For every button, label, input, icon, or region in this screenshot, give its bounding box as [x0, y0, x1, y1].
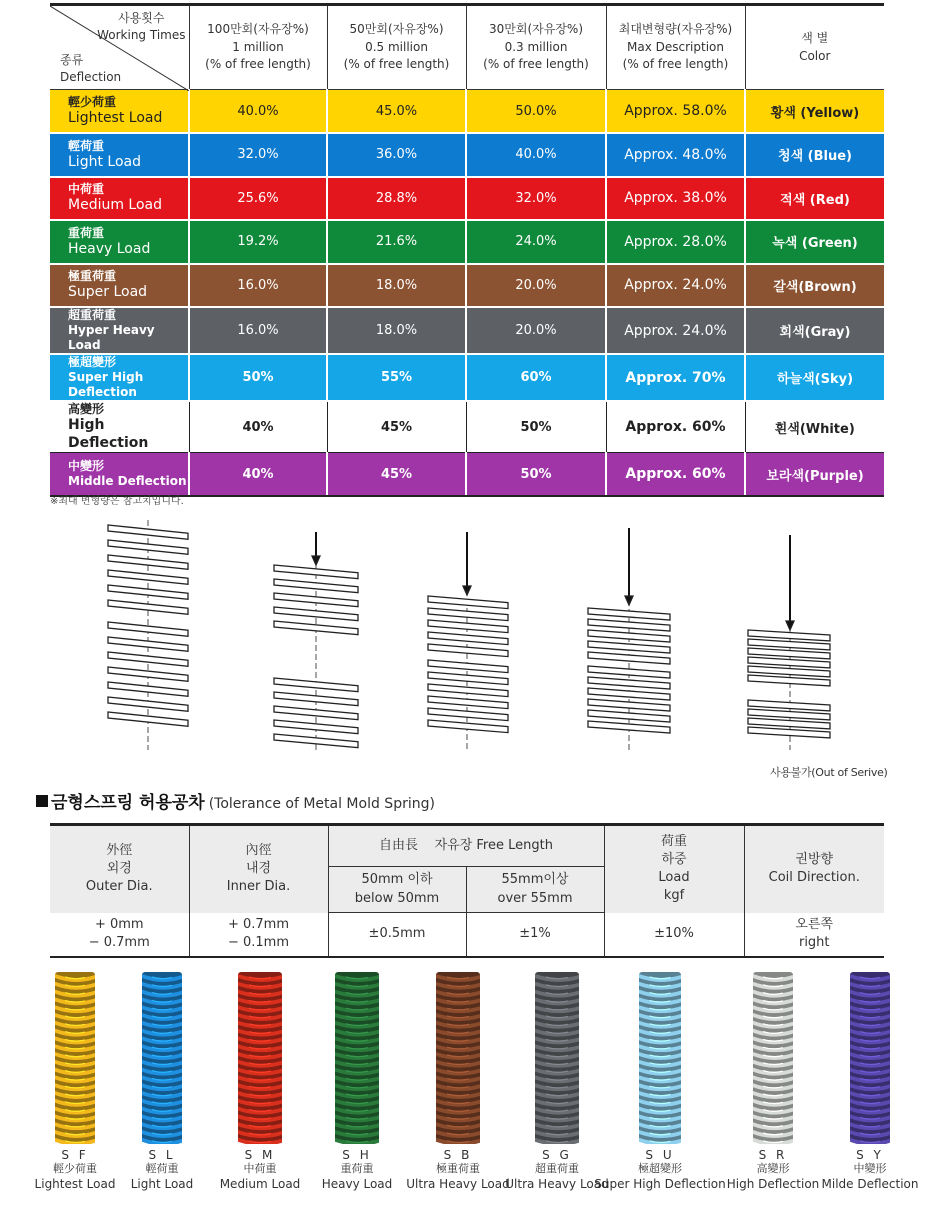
load-type-english: Lightest Load: [68, 109, 163, 126]
spring-item: [820, 970, 920, 1192]
value-1m-cell: 40%: [189, 401, 327, 453]
spring-coil-image: [432, 970, 484, 1144]
spring-2-upper: [274, 565, 358, 635]
spring-5-lower: [748, 700, 830, 738]
reference-note: ※최대 변형량은 참고치입니다.: [50, 496, 184, 507]
spring-hanja-label: 超重荷重: [535, 1162, 579, 1175]
col-header-300k: 30만회(자유장%) 0.3 million (% of free length): [466, 5, 606, 90]
value-300k-cell: 50%: [466, 401, 606, 453]
value-500k-cell: 45.0%: [327, 90, 466, 134]
below-50mm-value: ±0.5mm: [328, 913, 466, 957]
value-500k-cell: 45%: [327, 453, 466, 497]
deflection-label: 종류 Deflection: [60, 53, 122, 85]
load-type-english: Medium Load: [68, 197, 163, 213]
color-name-cell: 녹색 (Green): [745, 220, 884, 264]
spring-compression-diagram: [0, 510, 950, 780]
spring-english-label: Medium Load: [219, 1176, 301, 1191]
spring-english-label: Ultra Heavy Load: [505, 1176, 609, 1191]
load-type-hanja: 極超變形: [68, 355, 117, 369]
coil-direction-header: 권방향 Coil Direction.: [744, 825, 884, 913]
spring-hanja-label: 高變形: [756, 1162, 790, 1175]
load-type-english: Light Load: [68, 153, 141, 170]
value-300k-cell: 20.0%: [466, 307, 606, 354]
spec-row: [50, 264, 884, 308]
col-header-max: 최대변형량(자유장%) Max Description (% of free length): [606, 5, 745, 90]
value-1m-cell: 19.2%: [189, 220, 327, 264]
load-type-english: High Deflection: [68, 417, 149, 451]
value-300k-cell: 24.0%: [466, 220, 606, 264]
spring-coil-image: [749, 970, 797, 1144]
value-300k-cell: 20.0%: [466, 264, 606, 308]
spring-item: [408, 970, 508, 1192]
load-type-hanja: 中變形: [68, 459, 105, 473]
spring-hanja-label: 重荷重: [340, 1162, 374, 1175]
max-deflection-cell: Approx. 60%: [606, 453, 745, 497]
max-deflection-cell: Approx. 28.0%: [606, 220, 745, 264]
load-type-cell: [50, 264, 189, 308]
load-type-hanja: 中荷重: [68, 182, 105, 196]
value-1m-cell: 16.0%: [189, 264, 327, 308]
value-300k-cell: 40.0%: [466, 133, 606, 177]
value-300k-cell: 50%: [466, 453, 606, 497]
spring-5-upper: [748, 630, 830, 686]
load-type-cell: [50, 90, 189, 134]
value-300k-cell: 50.0%: [466, 90, 606, 134]
color-name-cell: 청색 (Blue): [745, 133, 884, 177]
spring-item: [112, 970, 212, 1192]
color-name-cell: 적색 (Red): [745, 177, 884, 221]
load-type-cell: [50, 177, 189, 221]
over-55mm-value: ±1%: [466, 913, 604, 957]
spring-item: [723, 970, 823, 1192]
tolerance-value-row: [50, 913, 884, 957]
max-deflection-cell: Approx. 24.0%: [606, 264, 745, 308]
corner-header-cell: [50, 5, 189, 90]
spring-coil-image: [846, 970, 894, 1144]
max-deflection-cell: Approx. 70%: [606, 354, 745, 401]
spring-english-label: Heavy Load: [321, 1176, 393, 1191]
spring-coil-image: [138, 970, 186, 1144]
spec-row: [50, 133, 884, 177]
col-header-500k: 50만회(자유장%) 0.5 million (% of free length): [327, 5, 466, 90]
value-500k-cell: 45%: [327, 401, 466, 453]
spring-3-lower: [428, 660, 508, 733]
load-type-english: Heavy Load: [68, 240, 151, 257]
spec-row: [50, 354, 884, 401]
load-type-cell: [50, 133, 189, 177]
spring-hanja-label: 中荷重: [243, 1162, 277, 1175]
load-type-english: Hyper Heavy Load: [68, 323, 155, 352]
inner-dia-header: 內徑 내경 Inner Dia.: [189, 825, 328, 913]
load-type-hanja: 極重荷重: [68, 269, 117, 283]
load-type-english: Super Load: [68, 284, 148, 300]
value-500k-cell: 28.8%: [327, 177, 466, 221]
value-500k-cell: 18.0%: [327, 264, 466, 308]
spec-row: [50, 220, 884, 264]
tolerance-header-row: [50, 825, 884, 867]
inner-dia-value: + 0.7mm − 0.1mm: [189, 913, 328, 957]
spring-item: [594, 970, 726, 1192]
spring-hanja-label: 極重荷重: [436, 1162, 480, 1175]
max-deflection-cell: Approx. 24.0%: [606, 307, 745, 354]
value-300k-cell: 32.0%: [466, 177, 606, 221]
spring-item: [507, 970, 607, 1192]
value-500k-cell: 55%: [327, 354, 466, 401]
spring-hanja-label: 輕少荷重: [53, 1162, 97, 1175]
load-type-cell: [50, 401, 189, 453]
spring-2-lower: [274, 678, 358, 748]
value-1m-cell: 40.0%: [189, 90, 327, 134]
tolerance-title: 금형스프링 허용공차 (Tolerance of Metal Mold Spring): [36, 788, 435, 813]
value-500k-cell: 18.0%: [327, 307, 466, 354]
load-type-cell: [50, 307, 189, 354]
spring-coil-image: [331, 970, 383, 1144]
max-deflection-cell: Approx. 38.0%: [606, 177, 745, 221]
color-name-cell: 갈색(Brown): [745, 264, 884, 308]
value-500k-cell: 36.0%: [327, 133, 466, 177]
tolerance-table: [50, 823, 884, 958]
col-header-1m: 100만회(자유장%) 1 million (% of free length): [189, 5, 327, 90]
spring-code: S U: [645, 1148, 675, 1162]
spec-row: [50, 401, 884, 453]
spring-code: S B: [443, 1148, 473, 1162]
value-1m-cell: 32.0%: [189, 133, 327, 177]
spring-english-label: Lightest Load: [34, 1176, 116, 1191]
below-50mm-header: 50mm 이하 below 50mm: [328, 867, 466, 913]
outer-dia-value: + 0mm − 0.7mm: [50, 913, 189, 957]
spring-4-upper: [588, 608, 670, 664]
coil-direction-value: 오른쪽 right: [744, 913, 884, 957]
spring-3-upper: [428, 596, 508, 657]
max-deflection-cell: Approx. 60%: [606, 401, 745, 453]
spring-code: S H: [342, 1148, 372, 1162]
max-deflection-cell: Approx. 48.0%: [606, 133, 745, 177]
value-1m-cell: 16.0%: [189, 307, 327, 354]
spring-coil-image: [51, 970, 99, 1144]
over-55mm-header: 55mm이상 over 55mm: [466, 867, 604, 913]
load-type-hanja: 重荷重: [68, 225, 105, 240]
out-of-service-caption: 사용불가(Out of Serive): [770, 766, 888, 779]
load-type-cell: [50, 453, 189, 497]
spring-hanja-label: 輕荷重: [145, 1162, 179, 1175]
spring-item: [307, 970, 407, 1192]
outer-dia-header: 外徑 외경 Outer Dia.: [50, 825, 189, 913]
load-type-hanja: 高變形: [68, 402, 105, 416]
load-type-hanja: 輕荷重: [68, 138, 105, 153]
spring-coil-image: [635, 970, 685, 1144]
load-type-hanja: 超重荷重: [68, 308, 117, 322]
spec-row: [50, 453, 884, 497]
working-times-label: 사용횟수 Working Times: [97, 11, 186, 42]
color-name-cell: 하늘색(Sky): [745, 354, 884, 401]
color-name-cell: 황색 (Yellow): [745, 90, 884, 134]
spring-english-label: Super High Deflection: [594, 1176, 726, 1191]
spring-item: [25, 970, 125, 1192]
load-value: ±10%: [604, 913, 744, 957]
spring-english-label: Milde Deflection: [821, 1176, 919, 1191]
spring-english-label: Light Load: [130, 1176, 194, 1191]
max-deflection-cell: Approx. 58.0%: [606, 90, 745, 134]
load-type-cell: [50, 354, 189, 401]
spring-code: S G: [542, 1148, 572, 1162]
color-name-cell: 회색(Gray): [745, 307, 884, 354]
value-1m-cell: 40%: [189, 453, 327, 497]
spring-code: S Y: [856, 1148, 884, 1162]
spec-header-row: [50, 5, 884, 90]
value-1m-cell: 50%: [189, 354, 327, 401]
spring-code: S F: [61, 1148, 89, 1162]
col-header-color: 색 별 Color: [745, 5, 884, 90]
spring-code: S L: [148, 1148, 176, 1162]
load-header: 荷重 하중 Load kgf: [604, 825, 744, 913]
color-name-cell: 흰색(White): [745, 401, 884, 453]
load-type-english: Middle Deflection: [68, 474, 187, 488]
value-300k-cell: 60%: [466, 354, 606, 401]
spec-row: [50, 90, 884, 134]
spring-hanja-label: 極超變形: [638, 1162, 682, 1175]
spring-english-label: High Deflection: [726, 1176, 820, 1191]
spec-body: [50, 90, 884, 497]
value-1m-cell: 25.6%: [189, 177, 327, 221]
spring-spec-table: [50, 3, 884, 497]
spring-hanja-label: 中變形: [853, 1162, 887, 1175]
spec-row: [50, 177, 884, 221]
spring-item: [210, 970, 310, 1192]
spring-coil-image: [531, 970, 583, 1144]
spring-code: S M: [244, 1148, 276, 1162]
spec-row: [50, 307, 884, 354]
load-type-english: Super High Deflection: [68, 370, 144, 399]
spring-gallery: [0, 970, 950, 1220]
square-bullet-icon: [36, 795, 48, 807]
spring-english-label: Ultra Heavy Load: [406, 1176, 510, 1191]
load-type-cell: [50, 220, 189, 264]
free-length-header: 自由長 자유장 Free Length: [328, 825, 604, 867]
load-type-hanja: 輕少荷重: [68, 94, 117, 109]
value-500k-cell: 21.6%: [327, 220, 466, 264]
spring-code: S R: [758, 1148, 788, 1162]
spring-coil-image: [234, 970, 286, 1144]
color-name-cell: 보라색(Purple): [745, 453, 884, 497]
